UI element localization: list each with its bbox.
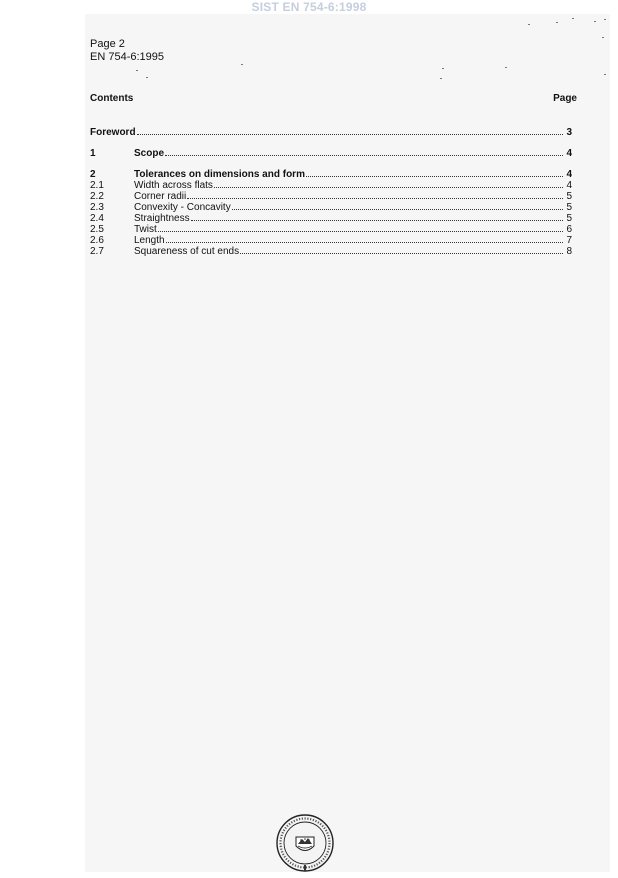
toc-number: 2.3 xyxy=(90,202,104,212)
toc-page: 3 xyxy=(566,127,572,137)
scan-speck xyxy=(505,67,507,68)
toc-title: Corner radii xyxy=(134,191,187,201)
toc-entry-straightness[interactable] xyxy=(90,212,572,223)
toc-title: Squareness of cut ends xyxy=(134,246,240,256)
scan-speck xyxy=(440,78,442,79)
watermark: SIST EN 754-6:1998 xyxy=(251,0,367,14)
dot-leader xyxy=(214,179,564,188)
dot-leader xyxy=(232,201,564,210)
toc-page: 7 xyxy=(566,235,572,245)
toc-page: 5 xyxy=(566,191,572,201)
scan-speck xyxy=(594,21,596,22)
toc-entry-corner-radii[interactable] xyxy=(90,190,572,201)
toc-entry-length[interactable] xyxy=(90,234,572,245)
page-column-heading: Page xyxy=(553,93,577,104)
toc-page: 4 xyxy=(566,180,572,190)
dot-leader xyxy=(158,223,564,232)
toc-page: 5 xyxy=(566,202,572,212)
toc-number: 2.5 xyxy=(90,224,104,234)
dot-leader xyxy=(137,126,564,135)
institute-seal-icon xyxy=(274,813,336,878)
toc-entry-twist[interactable] xyxy=(90,223,572,234)
toc-title: Length xyxy=(134,235,165,245)
toc-number: 2.7 xyxy=(90,246,104,256)
scan-speck xyxy=(528,24,530,25)
toc-page: 5 xyxy=(566,213,572,223)
scan-speck xyxy=(146,77,148,78)
standard-number: EN 754-6:1995 xyxy=(90,51,164,63)
dot-leader xyxy=(166,234,564,243)
toc-page: 4 xyxy=(566,148,572,158)
scan-speck xyxy=(556,22,558,23)
toc-number: 2.1 xyxy=(90,180,104,190)
dot-leader xyxy=(165,147,563,156)
scan-speck xyxy=(241,64,243,65)
dot-leader xyxy=(191,212,564,221)
toc-number: 2.2 xyxy=(90,191,104,201)
scan-speck xyxy=(602,37,604,38)
toc-number: 2.4 xyxy=(90,213,104,223)
toc-title: Twist xyxy=(134,224,157,234)
page-header xyxy=(90,38,164,64)
toc-title: Tolerances on dimensions and form xyxy=(134,169,305,179)
toc-title: Foreword xyxy=(90,127,136,137)
toc-entry-scope[interactable] xyxy=(90,147,572,158)
toc-entry-tolerances[interactable] xyxy=(90,168,572,179)
toc-page: 6 xyxy=(566,224,572,234)
toc-title: Width across flats xyxy=(134,180,213,190)
toc-entry-squareness[interactable] xyxy=(90,245,572,256)
toc-number: 1 xyxy=(90,148,96,158)
toc-title: Straightness xyxy=(134,213,190,223)
dot-leader xyxy=(306,168,563,177)
toc-title: Convexity - Concavity xyxy=(134,202,231,212)
toc-entry-width-across-flats[interactable] xyxy=(90,179,572,190)
toc-page: 4 xyxy=(566,169,572,179)
toc-page: 8 xyxy=(566,246,572,256)
toc-number: 2 xyxy=(90,169,96,179)
dot-leader xyxy=(187,190,563,199)
dot-leader xyxy=(240,245,563,254)
contents-heading: Contents xyxy=(90,93,134,104)
table-of-contents xyxy=(90,126,572,256)
page-label: Page 2 xyxy=(90,38,125,50)
contents-heading-row xyxy=(90,93,577,104)
scan-speck xyxy=(442,68,444,69)
scan-speck xyxy=(604,19,606,20)
toc-entry-convexity[interactable] xyxy=(90,201,572,212)
scan-speck xyxy=(136,70,138,71)
scan-speck xyxy=(572,18,574,19)
toc-title: Scope xyxy=(134,148,165,158)
toc-entry-foreword[interactable] xyxy=(90,126,572,137)
scan-speck xyxy=(604,74,606,75)
toc-number: 2.6 xyxy=(90,235,104,245)
